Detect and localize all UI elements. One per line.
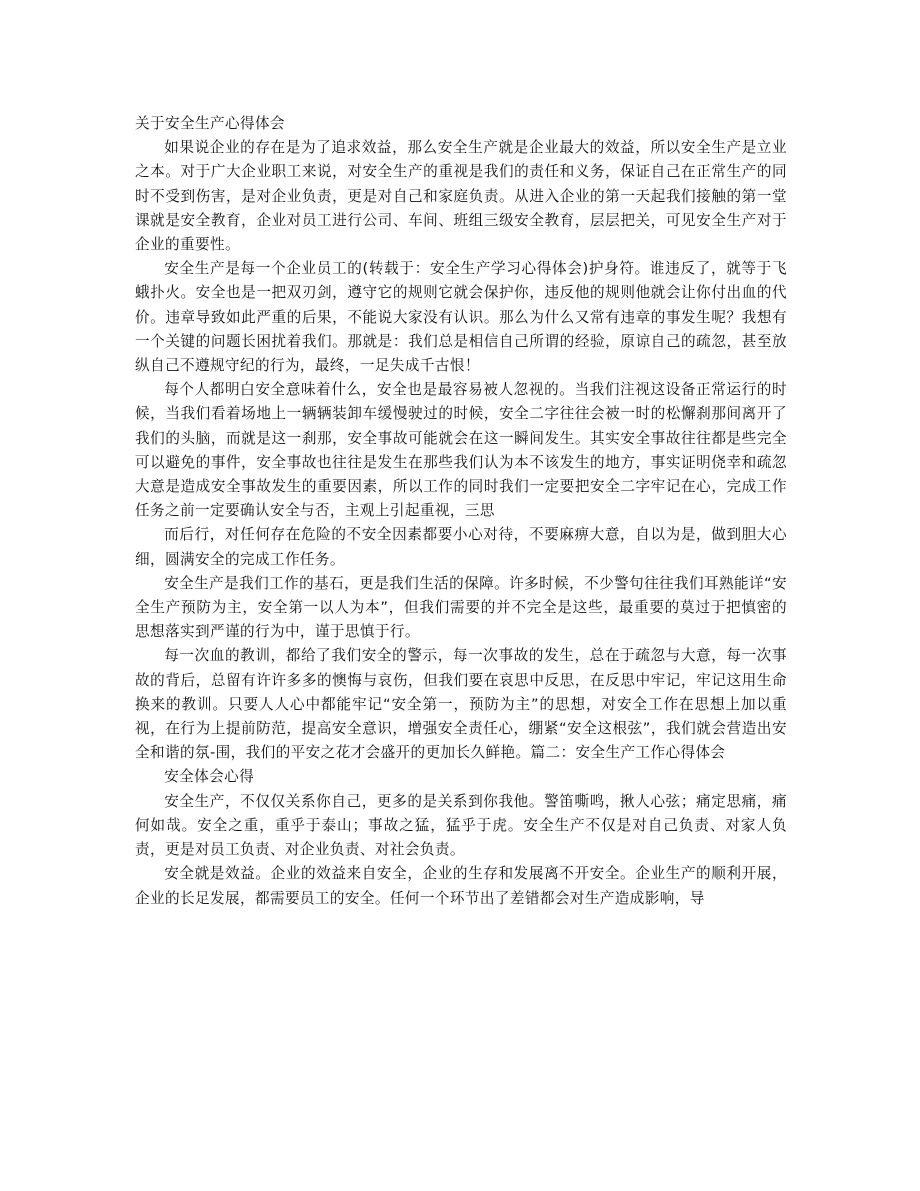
paragraph-4: 而后行，对任何存在危险的不安全因素都要小心对待，不要麻痹大意，自以为是，做到胆大心细，圆满安全的完成工作任务。 [135,526,787,568]
document-body [135,112,787,911]
paragraph-3: 每个人都明白安全意味着什么，安全也是最容易被人忽视的。当我们注视这设备正常运行的时候，当我们看着场地上一辆辆装卸车缓慢驶过的时候，安全二字往往会被一时的松懈刹那间离开了我们的头脑，而就是这一刹那，安全事故可能就会在这一瞬间发生。其实安全事故往往都是些完全可以避免的事件，安全事故也往往是发生在那些我们认为本不该发生的地方，事实证明侥幸和疏忽大意是造成安全事故发生的重要因素，所以工作的同时我们一定要把安全二字牢记在心，完成工作任务之前一定要确认安全与否，主观上引起重视，三思 [135,381,787,520]
section-heading: 安全体会心得 [164,768,255,786]
paragraph-2: 安全生产是每一个企业员工的(转载于：安全生产学习心得体会)护身符。谁违反了，就等于飞蛾扑火。安全也是一把双刃剑，遵守它的规则它就会保护你，违反他的规则他就会让你付出血的代价。违章导致如此严重的后果，不能说大家没有认识。那么为什么又常有违章的事发生呢？我想有一个关键的问题长困扰着我们。那就是：我们总是相信自己所谓的经验，原谅自己的疏忽，甚至放纵自己不遵规守纪的行为，最终，一足失成千古恨！ [135,260,787,375]
paragraph-8: 安全就是效益。企业的效益来自安全，企业的生存和发展离不开安全。企业生产的顺利开展，企业的长足发展，都需要员工的安全。任何一个环节出了差错都会对生产造成影响，导 [135,865,787,907]
document-title: 关于安全生产心得体会 [135,115,285,132]
paragraph-7: 安全生产，不仅仅关系你自己，更多的是关系到你我他。警笛嘶鸣，揪人心弦；痛定思痛，痛何如哉。安全之重，重乎于泰山；事故之猛，猛乎于虎。安全生产不仅是对自己负责、对家人负责，更是对员工负责、对企业负责、对社会负责。 [135,792,787,859]
paragraph-1: 如果说企业的存在是为了追求效益，那么安全生产就是企业最大的效益，所以安全生产是立业之本。对于广大企业职工来说，对安全生产的重视是我们的责任和义务，保证自己在正常生产的同时不受到伤害，是对企业负责，更是对自己和家庭负责。从进入企业的第一天起我们接触的第一堂课就是安全教育，企业对员工进行公司、车间、班组三级安全教育，层层把关，可见安全生产对于企业的重要性。 [135,139,787,254]
paragraph-5: 安全生产是我们工作的基石，更是我们生活的保障。许多时候，不少警句往往我们耳熟能详“安全生产预防为主，安全第一以人为本”，但我们需要的并不完全是这些，最重要的莫过于把慎密的思想落实到严谨的行为中，谨于思慎于行。 [135,574,787,641]
paragraph-6: 每一次血的教训，都给了我们安全的警示，每一次事故的发生，总在于疏忽与大意，每一次事故的背后，总留有许许多多的懊悔与哀伤，但我们要在哀思中反思，在反思中牢记，牢记这用生命换来的教训。只要人人心中都能牢记“安全第一，预防为主”的思想，对安全工作在思想上加以重视，在行为上提前防范，提高安全意识，增强安全责任心，绷紧“安全这根弦”，我们就会营造出安全和谐的氛-围，我们的平安之花才会盛开的更加长久鲜艳。篇二：安全生产工作心得体会 [135,647,787,762]
